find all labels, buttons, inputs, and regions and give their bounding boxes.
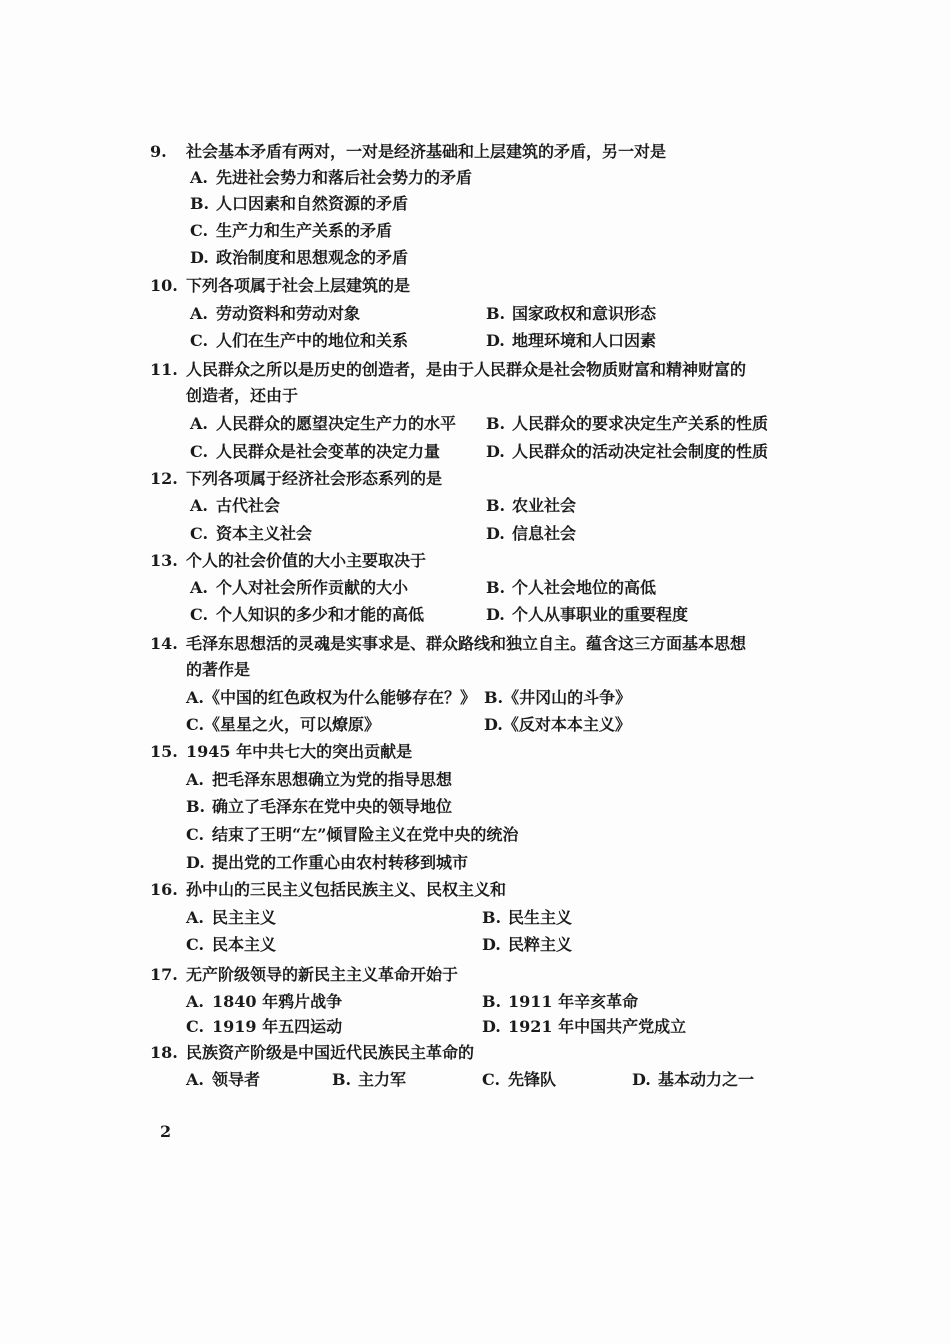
option-14a: A.《中国的红色政权为什么能够存在？》 (186, 688, 476, 707)
page-number: 2 (160, 1122, 172, 1141)
option-10a: A. 劳动资料和劳动对象 (190, 304, 361, 323)
option-10b: B. 国家政权和意识形态 (486, 304, 657, 323)
option-13b: B. 个人社会地位的高低 (486, 578, 657, 597)
question-stem: 无产阶级领导的新民主主义革命开始于 (186, 965, 459, 984)
question-12 (150, 467, 810, 491)
question-stem: 社会基本矛盾有两对，一对是经济基础和上层建筑的矛盾，另一对是 (186, 142, 667, 161)
question-number: 12. (150, 469, 178, 488)
question-stem: 个人的社会价值的大小主要取决于 (186, 551, 427, 570)
question-stem: 民族资产阶级是中国近代民族民主革命的 (186, 1043, 475, 1062)
option-17c: C. 1919 年五四运动 (186, 1017, 343, 1036)
option-18a: A. 领导者 (186, 1070, 261, 1089)
option-15d: D. 提出党的工作重心由农村转移到城市 (186, 853, 469, 872)
question-stem: 下列各项属于经济社会形态系列的是 (186, 469, 443, 488)
question-number: 10. (150, 276, 178, 295)
option-16a: A. 民主主义 (186, 908, 277, 927)
question-18 (150, 1041, 810, 1065)
option-13d: D. 个人从事职业的重要程度 (486, 605, 689, 624)
question-16 (150, 878, 810, 902)
option-12b: B. 农业社会 (486, 496, 577, 515)
option-9a: A. 先进社会势力和落后社会势力的矛盾 (190, 168, 473, 187)
option-16c: C. 民本主义 (186, 935, 277, 954)
question-11 (150, 358, 810, 382)
question-stem-continued: 的著作是 (186, 660, 251, 679)
option-17a: A. 1840 年鸦片战争 (186, 992, 343, 1011)
option-11a: A. 人民群众的愿望决定生产力的水平 (190, 414, 457, 433)
question-number: 11. (150, 360, 178, 379)
option-9c: C. 生产力和生产关系的矛盾 (190, 221, 393, 240)
question-number: 15. (150, 742, 178, 761)
option-9b: B. 人口因素和自然资源的矛盾 (190, 194, 409, 213)
question-stem-continued: 创造者，还由于 (186, 386, 299, 405)
option-14b: B.《井冈山的斗争》 (484, 688, 632, 707)
question-number: 14. (150, 634, 178, 653)
option-12d: D. 信息社会 (486, 524, 577, 543)
option-11c: C. 人民群众是社会变革的决定力量 (190, 442, 441, 461)
option-15a: A. 把毛泽东思想确立为党的指导思想 (186, 770, 453, 789)
option-15c: C. 结束了王明“左”倾冒险主义在党中央的统治 (186, 825, 519, 844)
question-15 (150, 740, 810, 764)
question-number: 13. (150, 551, 178, 570)
option-9d: D. 政治制度和思想观念的矛盾 (190, 248, 409, 267)
question-9 (150, 140, 810, 164)
question-number: 16. (150, 880, 178, 899)
option-18c: C. 先锋队 (482, 1070, 557, 1089)
question-number: 17. (150, 965, 178, 984)
option-12c: C. 资本主义社会 (190, 524, 313, 543)
option-14c: C.《星星之火，可以燎原》 (186, 715, 381, 734)
question-stem: 1945 年中共七大的突出贡献是 (186, 742, 413, 761)
question-13 (150, 549, 810, 573)
option-10d: D. 地理环境和人口因素 (486, 331, 657, 350)
question-stem: 孙中山的三民主义包括民族主义、民权主义和 (186, 880, 507, 899)
question-10 (150, 274, 810, 298)
option-16b: B. 民生主义 (482, 908, 573, 927)
option-14d: D.《反对本本主义》 (484, 715, 631, 734)
option-11d: D. 人民群众的活动决定社会制度的性质 (486, 442, 769, 461)
question-stem: 下列各项属于社会上层建筑的是 (186, 276, 411, 295)
question-number: 18. (150, 1043, 178, 1062)
option-12a: A. 古代社会 (190, 496, 281, 515)
question-14 (150, 632, 810, 656)
question-number: 9. (150, 142, 167, 161)
option-18b: B. 主力军 (332, 1070, 407, 1089)
option-13a: A. 个人对社会所作贡献的大小 (190, 578, 409, 597)
option-13c: C. 个人知识的多少和才能的高低 (190, 605, 425, 624)
question-stem: 毛泽东思想活的灵魂是实事求是、群众路线和独立自主。蕴含这三方面基本思想 (186, 634, 747, 653)
option-11b: B. 人民群众的要求决定生产关系的性质 (486, 414, 769, 433)
option-10c: C. 人们在生产中的地位和关系 (190, 331, 409, 350)
option-15b: B. 确立了毛泽东在党中央的领导地位 (186, 797, 453, 816)
option-17b: B. 1911 年辛亥革命 (482, 992, 639, 1011)
option-17d: D. 1921 年中国共产党成立 (482, 1017, 687, 1036)
option-16d: D. 民粹主义 (482, 935, 573, 954)
question-17 (150, 963, 810, 987)
question-stem: 人民群众之所以是历史的创造者，是由于人民群众是社会物质财富和精神财富的 (186, 360, 747, 379)
option-18d: D. 基本动力之一 (632, 1070, 755, 1089)
